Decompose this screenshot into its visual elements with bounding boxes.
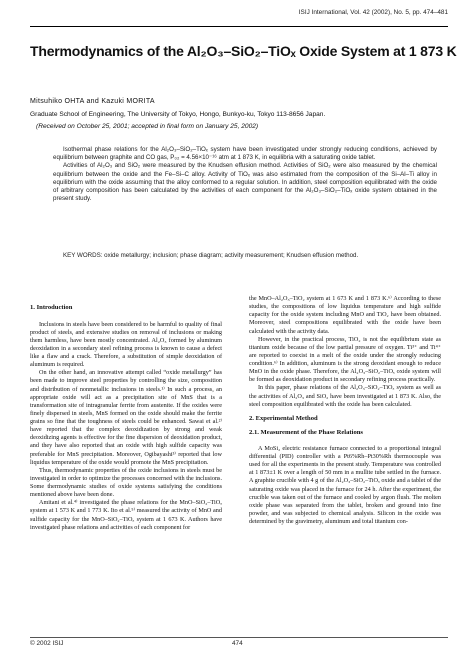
copyright-notice: © 2002 ISIJ	[30, 640, 64, 647]
abstract-paragraph: Activities of Al₂O₃ and SiO₂ were measured by the Knudsen effusion method. Activities of SiO₂ were also measured by the chemical equilibrium between the oxide and the Fe–Si–C alloy. Activity of TiOₓ was also estimated from the composition of the Si–Al–Ti alloy in equilibrium with the oxide assuming that the alloy conformed to a regular solution. In addition, steel composition equilibrated with the oxide of arbitrary composition has been calculated by the activities of each component for the Al₂O₃–SiO₂–TiOₓ oxide system obtained in the present study.	[53, 162, 437, 203]
journal-citation: ISIJ International, Vol. 42 (2002), No. 5, pp. 474–481	[298, 9, 448, 16]
body-paragraph: A MoSi₂ electric resistance furnace connected to a proportional integral differential (PID) controller with a Pt6%Rh–Pt30%Rh thermocouple was used for all the experiments in the present study. Temperature was controlled at 1 873±1 K over a length of 50 mm in a mullite tube settled in the furnace. A graphite crucible with 4 g of the Al₂O₃–SiO₂–TiOₓ oxide and a tablet of the saturating oxide was placed in the furnace for 24 h. After the experiment, the crucible was taken out of the furnace and cooled by argon flush. The molten oxide phase was separated from the tablet, broken and ground into fine powder, and was subjected to chemical analysis. Silicon in the oxide was determined by the gravimetry, aluminum and total titanium con-	[249, 444, 441, 526]
abstract	[53, 146, 437, 203]
body-paragraph: Amitani et al.⁴⁾ investigated the phase relations for the MnO–SiO₂–TiOₓ system at 1 573 K and 1 773 K. Ito et al.⁵⁾ measured the activity of MnO and sulfide capacity for the MnO–SiO₂–TiOₓ system at 1 673 K. Authors have investigated phase relations and activities of each component for	[30, 499, 222, 531]
keywords: KEY WORDS: oxide metallurgy; inclusion; phase diagram; activity measurement; Knudsen effusion method.	[63, 252, 359, 259]
body-paragraph: On the other hand, an innovative attempt called “oxide metallurgy” has been made to improve steel properties by controlling the size, composition and distribution of nonmetallic inclusions in steels.¹⁾ In such a process, an appropriate oxide will act as a precipitation site of MnS that is a transformation site of intragranular ferrite from austenite. If the oxides were finely dispersed in steels, MnS formed on the oxide should make the ferrite grains so fine that the toughness of steels could be enhanced. Sawai et al.²⁾ have reported that the complex deoxidization by strong and weak deoxidizing agents is effective for the fine dispersion of deoxidation product, and they have also reported that an oxide with high sulfide capacity was preferable for MnS precipitation. Moreover, Ogibayashi³⁾ reported that low liquidus temperature of the oxide would promote the MnS precipitation.	[30, 369, 222, 466]
body-paragraph: Thus, thermodynamic properties of the oxide inclusions in steels must be investigated in order to optimize the processes concerned with the inclusions. Some thermodynamic studies of oxide systems satisfying the conditions mentioned above have been done.	[30, 466, 222, 499]
right-column	[249, 295, 441, 526]
subsection-heading-phase-relations: 2.1. Measurement of the Phase Relations	[249, 429, 363, 437]
abstract-paragraph: Isothermal phase relations for the Al₂O₃–SiO₂–TiOₓ system have been investigated under strongly reducing conditions, achieved by equilibrium between graphite and CO gas, P₀₂ = 4.56×10⁻¹⁶ atm at 1 873 K, in equilibria with a saturating oxide tablet.	[53, 146, 437, 162]
section-heading-experimental-method: 2. Experimental Method	[249, 414, 318, 422]
received-dates: (Received on October 25, 2001; accepted in final form on January 25, 2002)	[36, 123, 259, 130]
body-paragraph: the MnO–Al₂O₃–TiO₂ system at 1 673 K and 1 873 K.⁶⁾ According to these studies, the compositions of low liquidus temperature and high sulfide capacity for the oxide system including MnO and TiO₂ have been obtained. Moreover, steel compositions equilibrated with the oxide have been calculated with the activity data.	[249, 295, 441, 335]
affiliation: Graduate School of Engineering, The University of Tokyo, Hongo, Bunkyo-ku, Tokyo 113-8656 Japan.	[30, 111, 326, 118]
left-column	[30, 295, 222, 532]
footer-rule	[30, 637, 448, 638]
paper-title: Thermodynamics of the Al₂O₃–SiO₂–TiOₓ Oxide System at 1 873 K	[30, 43, 457, 59]
body-paragraph: In this paper, phase relations of the Al₂O₃–SiO₂–TiOₓ system as well as the activities of Al₂O₃ and SiO₂ have been investigated at 1 873 K. Also, the steel composition equilibrated with the oxide has been calculated.	[249, 384, 441, 408]
body-paragraph: Inclusions in steels have been considered to be harmful to quality of final product of steels, and extensive studies on removal of inclusions or making them harmless, have been mostly concentrated. Al₂O₃ formed by aluminum deoxidation in a secondary steel refining process is known to cause a defect like a flaw and a crack. Therefore, a substitution of simple deoxidation of aluminum is required.	[30, 320, 222, 369]
header-rule	[30, 26, 448, 27]
section-heading-introduction: 1. Introduction	[30, 304, 73, 311]
body-paragraph: However, in the practical process, TiO₂ is not the equilibrium state as titanium oxide because of the low partial pressure of oxygen. Ti³⁺ and Ti⁴⁺ are reported to coexist in a melt of the oxide under the strongly reducing condition.⁶⁾ In addition, aluminum is the strong deoxidant enough to reduce MnO in the oxide phase. Therefore, the Al₂O₃–SiO₂–TiOₓ oxide system will be formed as deoxidation product in secondary refining process practically.	[249, 335, 441, 384]
authors: Mitsuhiko OHTA and Kazuki MORITA	[30, 98, 155, 105]
page-number: 474	[232, 640, 243, 647]
